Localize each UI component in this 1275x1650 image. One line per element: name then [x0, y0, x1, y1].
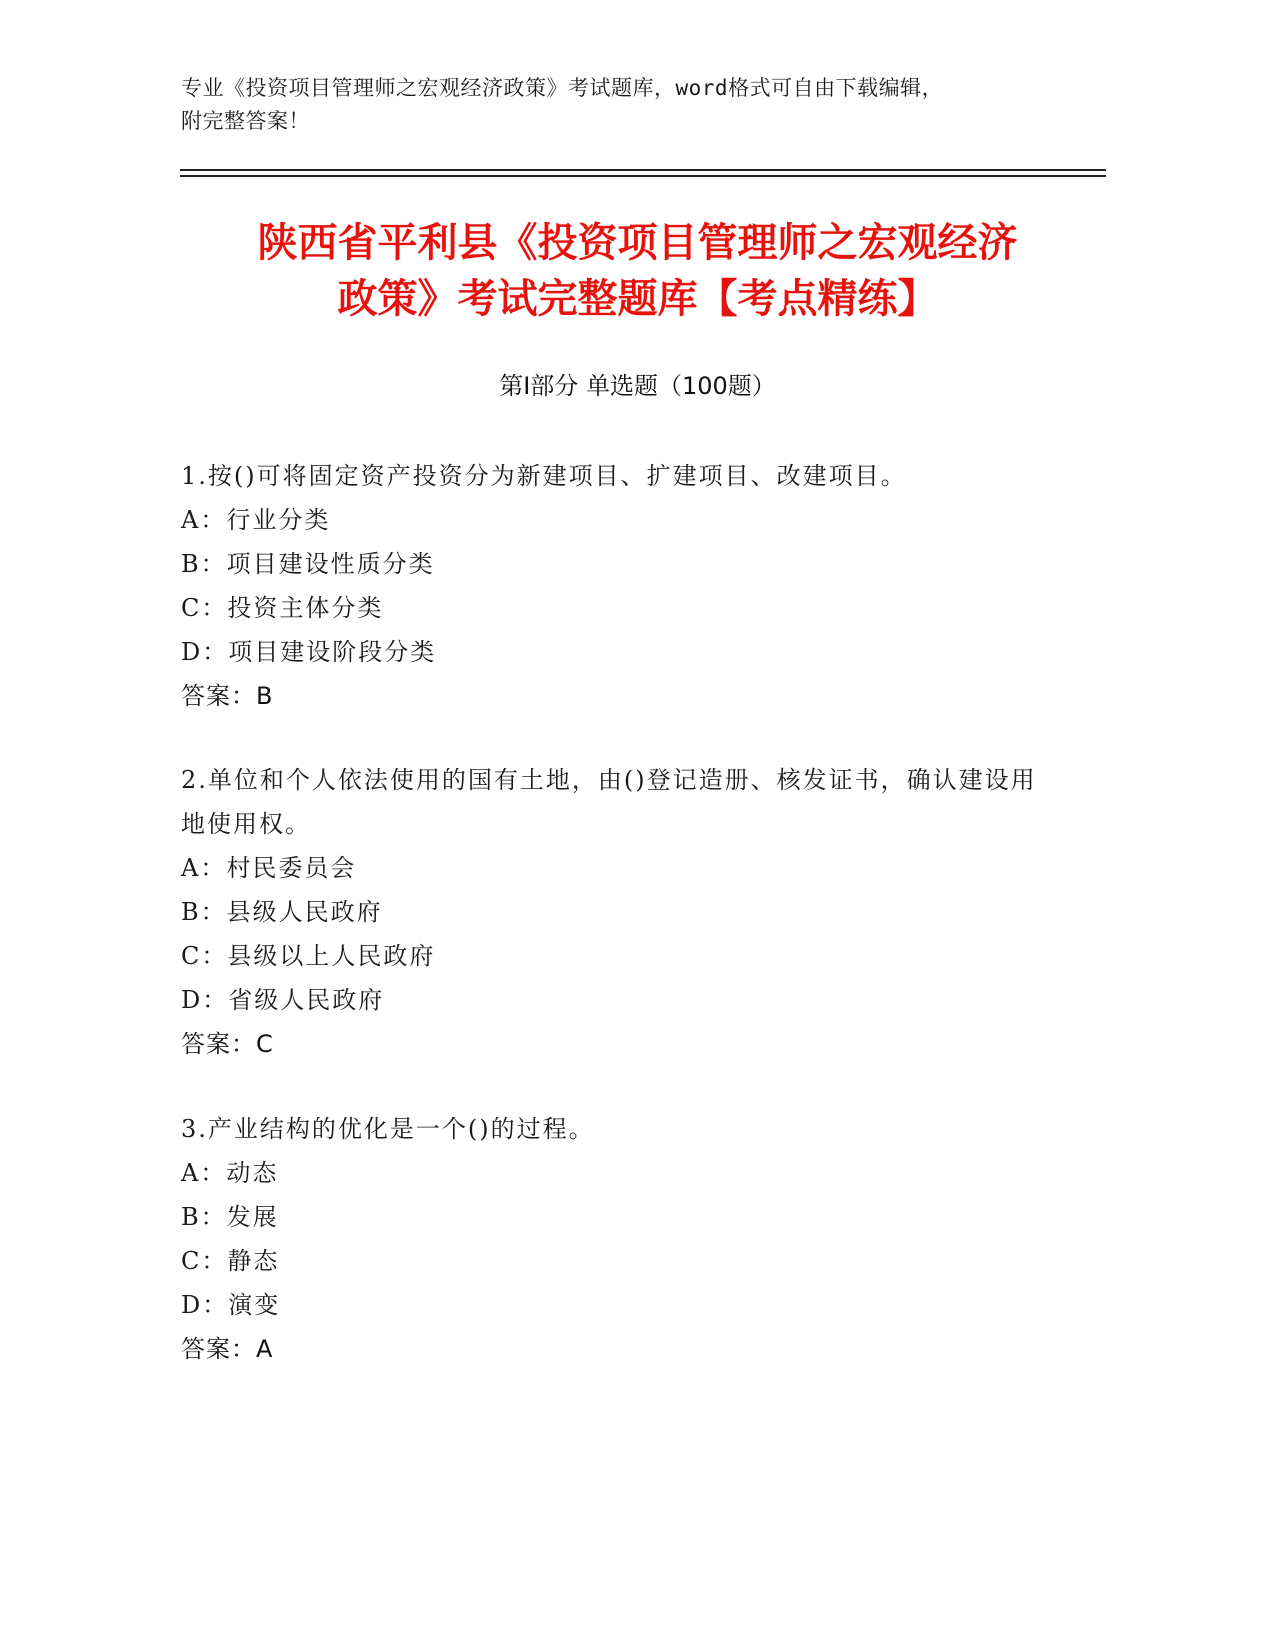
document-title [150, 215, 1125, 327]
option-b: B：县级人民政府 [181, 898, 383, 926]
option-d: D：演变 [181, 1291, 281, 1319]
option-c: C：静态 [181, 1247, 280, 1275]
option-b: B：项目建设性质分类 [181, 550, 435, 578]
answer: 答案：A [181, 1335, 274, 1363]
header-divider-bottom [180, 175, 1106, 177]
header-note-line-1: 专业《投资项目管理师之宏观经济政策》考试题库，word格式可自由下载编辑， [181, 76, 944, 100]
option-c: C：县级以上人民政府 [181, 942, 436, 970]
header-note-line-2: 附完整答案！ [181, 109, 310, 133]
document-title-line-2: 政策》考试完整题库【考点精练】 [337, 276, 938, 322]
question-2 [181, 758, 1041, 1066]
option-a: A：行业分类 [181, 506, 331, 534]
header-divider-top [180, 169, 1106, 171]
option-a: A：动态 [181, 1159, 279, 1187]
option-b: B：发展 [181, 1203, 279, 1231]
question-stem: 3.产业结构的优化是一个()的过程。 [181, 1115, 595, 1143]
question-1 [181, 454, 1041, 718]
question-3 [181, 1107, 1041, 1371]
option-d: D：省级人民政府 [181, 986, 385, 1014]
header-note [181, 72, 1061, 138]
question-stem: 1.按()可将固定资产投资分为新建项目、扩建项目、改建项目。 [181, 462, 907, 490]
option-d: D：项目建设阶段分类 [181, 638, 437, 666]
answer: 答案：B [181, 682, 274, 710]
answer: 答案：C [181, 1030, 274, 1058]
question-stem: 2.单位和个人依法使用的国有土地，由()登记造册、核发证书，确认建设用地使用权。 [181, 766, 1037, 838]
option-a: A：村民委员会 [181, 854, 357, 882]
section-heading: 第Ⅰ部分 单选题（100题） [499, 372, 776, 400]
option-c: C：投资主体分类 [181, 594, 384, 622]
document-title-line-1: 陕西省平利县《投资项目管理师之宏观经济 [257, 220, 1018, 266]
